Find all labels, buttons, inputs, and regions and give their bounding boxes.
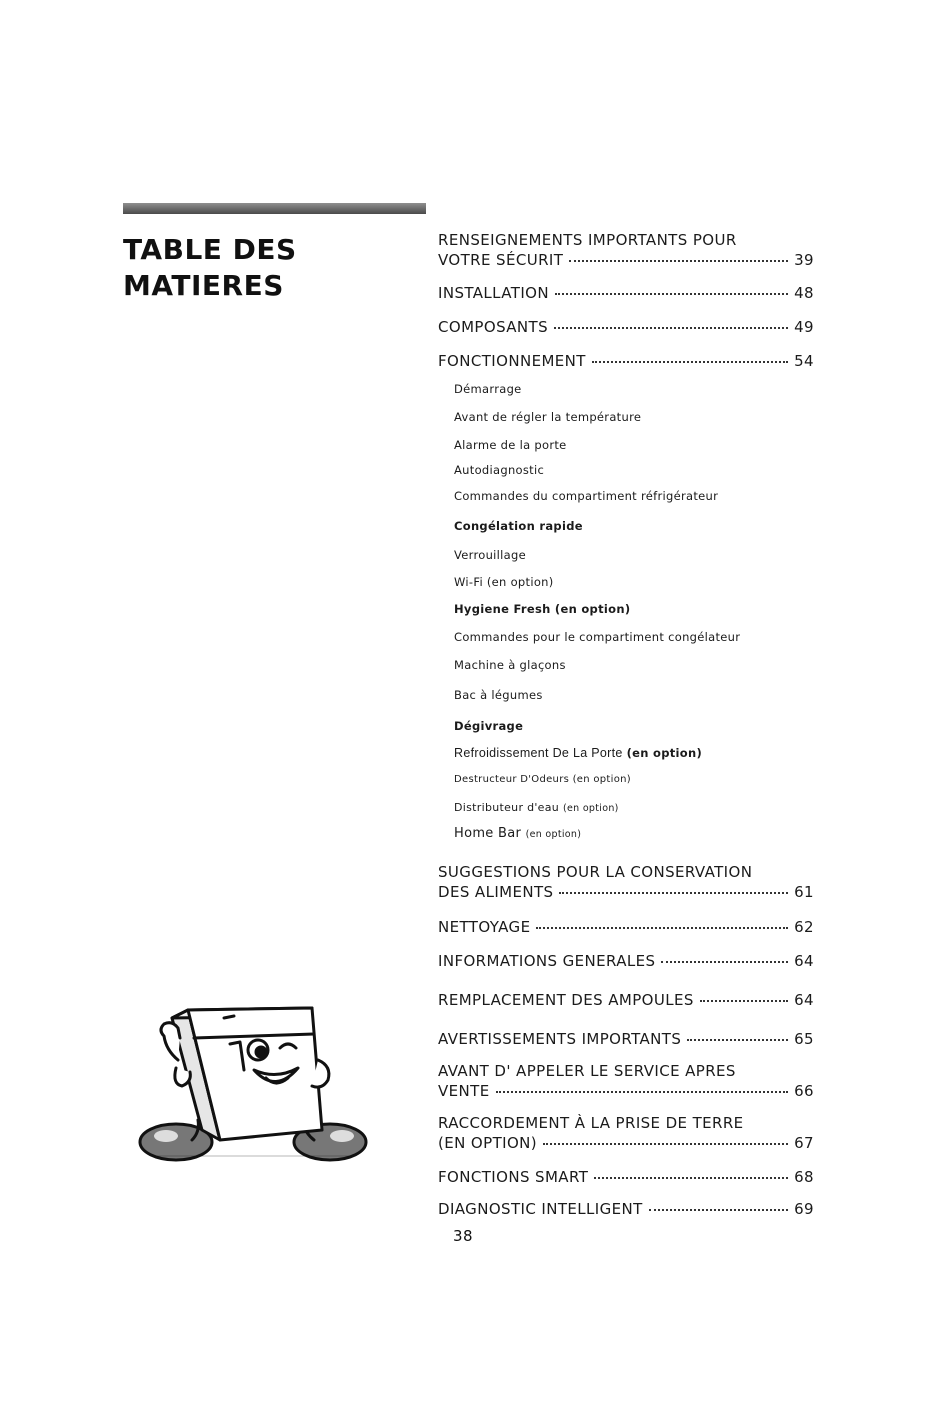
toc-entry-page: 48 — [794, 284, 814, 302]
toc-entry-title: COMPOSANTS — [438, 318, 549, 336]
page-title: TABLE DES MATIERES — [123, 233, 297, 302]
toc-entry-page: 61 — [794, 883, 814, 901]
toc-entry-title: VENTE — [438, 1082, 490, 1100]
dot-leader — [554, 326, 788, 329]
toc-entry-title: INSTALLATION — [438, 284, 549, 302]
toc-entry-title-line1: RACCORDEMENT À LA PRISE DE TERRE — [438, 1114, 744, 1132]
toc-sub-entry[interactable]: Machine à glaçons — [454, 658, 566, 672]
toc-sub-entry[interactable]: Commandes du compartiment réfrigérateur — [454, 489, 719, 503]
toc-entry-title: FONCTIONS SMART — [438, 1168, 589, 1186]
toc-entry-title: FONCTIONNEMENT — [438, 352, 586, 370]
toc-entry-installation[interactable] — [438, 283, 814, 303]
toc-entry-diagnostic[interactable] — [438, 1199, 814, 1219]
dot-leader — [536, 926, 788, 929]
page-number: 38 — [453, 1227, 474, 1245]
dot-leader — [661, 960, 788, 963]
toc-entry-conservation[interactable] — [438, 862, 814, 902]
toc-entry-page: 64 — [794, 952, 814, 970]
toc-entry-title: NETTOYAGE — [438, 918, 531, 936]
dot-leader — [594, 1176, 788, 1179]
toc-sub-entry[interactable]: Dégivrage — [454, 719, 524, 733]
dot-leader — [543, 1142, 788, 1145]
toc-entry-page: 66 — [794, 1082, 814, 1100]
toc-sub-entry[interactable]: Hygiene Fresh (en option) — [454, 602, 631, 616]
toc-sub-entry[interactable]: Autodiagnostic — [454, 463, 545, 477]
toc-entry-title-line1: SUGGESTIONS POUR LA CONSERVATION — [438, 863, 753, 881]
dot-leader — [700, 999, 788, 1002]
toc-sub-entry[interactable]: Commandes pour le compartiment congélateur — [454, 630, 741, 644]
dot-leader — [592, 360, 788, 363]
dot-leader — [559, 891, 788, 894]
toc-entry-page: 39 — [794, 251, 814, 269]
toc-entry-title: REMPLACEMENT DES AMPOULES — [438, 991, 694, 1009]
toc-entry-title: AVERTISSEMENTS IMPORTANTS — [438, 1030, 682, 1048]
toc-entry-title: INFORMATIONS GENERALES — [438, 952, 656, 970]
refrigerator-mascot-icon — [136, 990, 371, 1165]
dot-leader — [555, 292, 788, 295]
dot-leader — [569, 259, 788, 262]
dot-leader — [496, 1090, 789, 1093]
toc-entry-avertissements[interactable] — [438, 1029, 814, 1049]
toc-entry-fonctionnement[interactable] — [438, 351, 814, 371]
toc-entry-title: (EN OPTION) — [438, 1134, 538, 1152]
toc-entry-service[interactable] — [438, 1061, 814, 1101]
toc-sub-entry[interactable]: Démarrage — [454, 382, 522, 396]
toc-entry-page: 64 — [794, 991, 814, 1009]
toc-entry-ampoules[interactable] — [438, 990, 814, 1010]
toc-sub-entry[interactable]: Wi-Fi (en option) — [454, 575, 554, 589]
toc-entry-composants[interactable] — [438, 317, 814, 337]
toc-entry-title-line1: RENSEIGNEMENTS IMPORTANTS POUR — [438, 231, 737, 249]
toc-sub-entry[interactable]: Avant de régler la température — [454, 410, 642, 424]
toc-entry-prise-de-terre[interactable] — [438, 1113, 814, 1153]
toc-entry-page: 67 — [794, 1134, 814, 1152]
toc-sub-entry[interactable]: Destructeur D'Odeurs (en option) — [454, 774, 631, 785]
toc-entry-title: VOTRE SÉCURIT — [438, 251, 564, 269]
toc-entry-page: 62 — [794, 918, 814, 936]
dot-leader — [687, 1038, 788, 1041]
toc-entry-securite[interactable] — [438, 230, 814, 270]
toc-sub-entry[interactable]: Home Bar (en option) — [454, 826, 582, 841]
toc-entry-title: DES ALIMENTS — [438, 883, 554, 901]
toc-entry-smart[interactable] — [438, 1167, 814, 1187]
toc-entry-page: 49 — [794, 318, 814, 336]
toc-sub-entry[interactable]: Verrouillage — [454, 548, 526, 562]
toc-entry-page: 69 — [794, 1200, 814, 1218]
toc-sub-entry[interactable]: Distributeur d'eau (en option) — [454, 801, 619, 814]
toc-entry-nettoyage[interactable] — [438, 917, 814, 937]
toc-entry-title-line1: AVANT D' APPELER LE SERVICE APRES — [438, 1062, 736, 1080]
dot-leader — [649, 1208, 788, 1211]
toc-entry-informations[interactable] — [438, 951, 814, 971]
toc-entry-page: 68 — [794, 1168, 814, 1186]
toc-entry-page: 54 — [794, 352, 814, 370]
toc-entry-page: 65 — [794, 1030, 814, 1048]
toc-sub-entry[interactable]: Congélation rapide — [454, 519, 583, 533]
toc-entry-title: DIAGNOSTIC INTELLIGENT — [438, 1200, 643, 1218]
toc-sub-entry[interactable]: Alarme de la porte — [454, 438, 567, 452]
toc-sub-entry[interactable]: Refroidissement De La Porte (en option) — [454, 746, 703, 760]
toc-sub-entry[interactable]: Bac à légumes — [454, 688, 543, 702]
